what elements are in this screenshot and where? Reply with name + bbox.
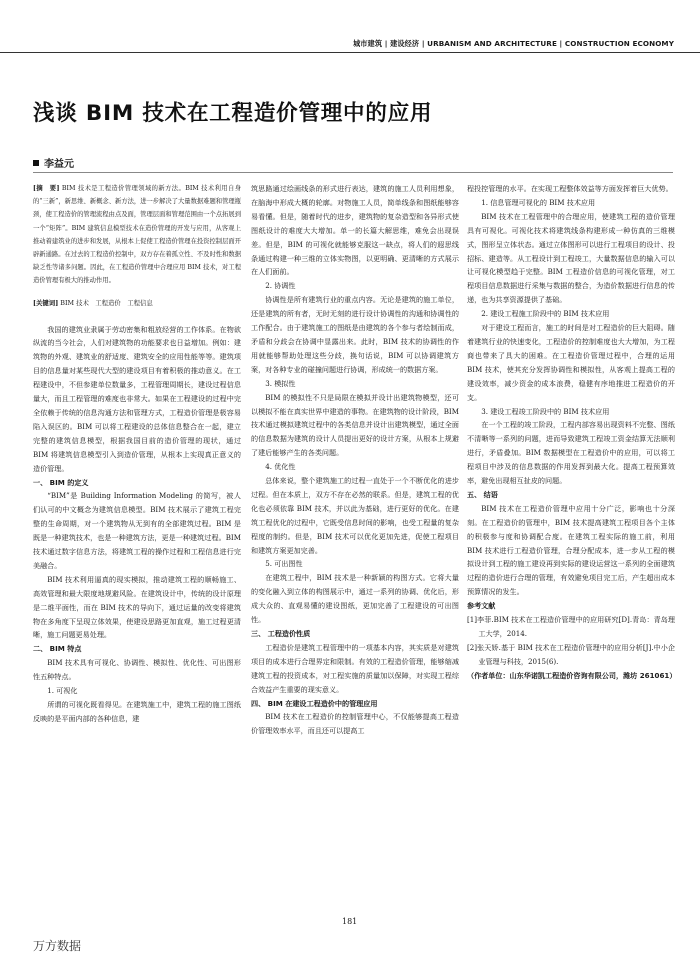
abstract — [33, 182, 241, 288]
subsection-heading: 3. 建设工程竣工阶段中的 BIM 技术应用 — [481, 406, 610, 416]
article-title: 浅谈 BIM 技术在工程造价管理中的应用 — [33, 101, 433, 126]
author-line — [33, 155, 74, 170]
column-2 — [251, 182, 459, 738]
subsection-heading: 5. 可出图性 — [265, 559, 303, 569]
reference-item: [2]张天娇.基于 BIM 技术在工程造价管理中的应用分析[J].中小企业管理与科技，2015(6). — [467, 642, 675, 666]
subsection-heading: 3. 模拟性 — [265, 378, 296, 388]
paragraph: 在一个工程的竣工阶段，工程内部容易出现资料不完整、图纸不清晰等一系列的问题，进而导致建筑工程竣工资金结算无法顺利进行，矛盾叠加。BIM 数据模型在工程造价中的应用，可以将工程项目中涉及的信息数据的作用发挥到最大化。提高工程预算效率，避免出现相互扯皮的问题。 — [467, 420, 675, 486]
paragraph: 程投控管理的水平。在实现工程整体效益等方面发挥着巨大优势。 — [467, 184, 673, 193]
page-number: 181 — [342, 917, 358, 926]
subsection-heading: 1. 信息管理可视化的 BIM 技术应用 — [481, 197, 596, 207]
references-heading: 参考文献 — [467, 601, 496, 611]
paragraph: 所谓的可视化既看得见。在建筑施工中，建筑工程的施工图纸反映的是平面内部的各种信息，建 — [33, 700, 241, 723]
subsection-heading: 2. 协调性 — [265, 281, 296, 291]
keywords — [33, 297, 241, 311]
author-affiliation: （作者单位：山东华诺凯工程造价咨询有限公司，潍坊 261061） — [467, 670, 677, 680]
paragraph: 工程造价是建筑工程管理中的一项基本内容，其实质是对建筑项目的成本进行合理界定和限制。有效的工程造价管理，能够缩减建筑工程的投资成本，对工程实施的质量加以保障，对实现工程综合效益产生重要的现实意义。 — [251, 642, 459, 694]
paragraph: 协调性是所有建筑行业的重点内容。无论是建筑的施工单位，还是建筑的所有者，无时无刻的进行设计协调性的沟通和协调性的工作配合。由于建筑施工的图纸是由建筑的各个参与者绘制而成，矛盾和分歧会在协调中显露出来。此时，BIM 技术的协调性的作用就能够帮助处理这些分歧，换句话说，BIM 可以协调建筑方案，对各种专业的碰撞问题进行协调，形成统一的数据方案。 — [251, 295, 459, 374]
subsection-heading: 2. 建设工程施工阶段中的 BIM 技术应用 — [481, 309, 610, 319]
abstract-text: BIM 技术是工程造价管理领域的新方法。BIM 技术利用自身的“三新”，新思维、新概念、新方法，进一步解决了大量数据难题和管理瓶颈，使工程造价的管理流程由点及面，管理层面和管理范围由一个点拓展到一个“矩阵”。BIM 建筑信息模型技术在造价管理的开发与应用，从客观上推动着建筑业的进步和发展，从根本上促使工程造价管理在投资控制层面开辟新通路。在过去的工程造价控制中，双方存在着孤立性、不及时性和数据缺乏性等诸多问题。因此，在工程造价管理中合理应用 BIM 技术，对工程造价管理有极大的推动作用。 — [33, 185, 241, 285]
section-heading: 四、 BIM 在建设工程造价中的管理应用 — [251, 698, 378, 708]
watermark: 万方数据 — [33, 939, 82, 953]
paragraph: 总体来说，整个建筑施工的过程一直处于一个不断优化的进步过程。但在本质上，双方不存在必然的联系。但是，建筑工程的优化也必须依靠 BIM 技术，并以此为基础，进行更好的优化。在建筑工程优化的过程中，它既受信息时间的影响，也受工程量的复杂程度的制约。但是，BIM 技术可以优化更加先进，促使工程项目和建筑方案更加完善。 — [251, 476, 459, 555]
author-divider — [33, 172, 673, 173]
abstract-label: [摘 要] — [33, 185, 60, 192]
running-header: 城市建筑 | 建设经济 | URBANISM AND ARCHITECTURE | CONSTRUCTION ECONOMY — [352, 39, 674, 48]
column-3 — [467, 182, 675, 683]
section-heading: 五、 结语 — [467, 489, 498, 499]
subsection-heading: 4. 优化性 — [265, 462, 296, 472]
header-divider — [0, 52, 700, 53]
paragraph: BIM 技术在工程造价管理中应用十分广泛，影响也十分深刻。在工程造价的管理中，BIM 技术提高建筑工程项目各个主体的积极参与度和协调配合度。在建筑工程实际的施工前，利用 BIM 技术进行工程造价管理，合理分配成本，进一步从工程的模拟设计到工程的施工建设再到实际的建设运营这一系列的全面建筑过程的造价进行合理的管理，有效避免项目完工后，产生超出成本预算情况的发生。 — [467, 503, 675, 597]
paragraph: “BIM”是 Building Information Modeling 的简写，被人们认可的中文概念为建筑信息模型。BIM 技术展示了建筑工程完整的生命周期，对一个建筑物从无到有的全部建筑过程。BIM 是既是一种建筑技术，也是一种建筑方法，更是一种建筑过程。BIM 技术通过数字信息方法，将建筑工程的操作过程和工程信息进行完美融合。 — [33, 491, 241, 570]
author-name: 李益元 — [44, 159, 74, 170]
paragraph: BIM 的模拟性不只是局限在模拟并设计出建筑物模型，还可以模拟不能在真实世界中建造的事物。在建筑物的设计阶段，BIM 技术通过模拟建筑过程中的各类信息并设计出建筑模型，通过全面的信息数据为建筑的设计人员提出更好的设计方案，从根本上规避了建后能够产生的各类问题。 — [251, 392, 459, 458]
square-bullet-icon — [33, 160, 39, 166]
paragraph: 在建筑工程中，BIM 技术是一种新颖的构图方式。它将大量的变化融入到立体的构图展示中，通过一系列的协调、优化后，形成大众的、直观易懂的建设图纸，更加完善了工程建设的可出图性。 — [251, 573, 459, 625]
section-heading: 三、 工程造价性质 — [251, 629, 311, 638]
paragraph: BIM 技术利用逼真的现实模拟，推动建筑工程的顺畅施工、高效管理和最大限度地规避风险。在建筑设计中，传统的设计原理是二维平面性，而在 BIM 技术的导向下，通过运量的改变将建筑物在多角度下呈现立体效果，使建设思路更加直观，施工过程更清晰，施工问题更易处理。 — [33, 574, 241, 640]
column-1 — [33, 182, 241, 726]
keywords-label: [关键词] — [33, 298, 59, 307]
keywords-text: BIM 技术 工程造价 工程信息 — [60, 298, 153, 307]
paragraph: 对于建设工程而言，施工的时间是对工程造价的巨大阻碍。随着建筑行业的快速变化，工程造价的控制难度也大大增加，为工程商也带来了具大的困难。在工程造价管理过程中，合理的运用 BIM 技术，使其充分发挥协调性和模拟性，从客观上提高工程的建设效率，减少资金的成本浪费，稳健有序地推进工程造价的开支。 — [467, 323, 675, 402]
section-heading: 二、 BIM 特点 — [33, 644, 82, 654]
paragraph: 筑思路通过绘画线条的形式进行表达，建筑的施工人员利用想象，在脑海中形成大概的轮廓。对物施工人员，简单线条和图纸能够容易看懂。但是，随着时代的进步，建筑物的复杂造型和各异形式使图纸设计的难度大大增加。单一的长篇大解思维，难免会出现误差。但是，BIM 的可视化就能够克服这一缺点，将人们的遐思线条通过构建一种三维的立体实物图，以更明确、更清晰的方式展示在人们面前。 — [251, 184, 459, 277]
paragraph: BIM 技术具有可视化、协调性、模拟性、优化性、可出图形性五种特点。 — [33, 658, 241, 682]
section-heading: 一、 BIM 的定义 — [33, 477, 89, 487]
paragraph: BIM 技术在工程管理中的合理应用，使建筑工程的造价管理具有可视化。可视化技术将建筑线条构建形成一种仿真的三维模式，图形呈立体状态。通过立体图形可以进行工程项目的设计、投招标、建造等。从工程设计到工程竣工，大量数据信息的输入可以让可视化模型趋于完整。BIM 工程造价信息的可视化管理，对工程项目信息数据进行采集与数据的整合，为造价数据进行信息的传递，也为共享资源提供了基础。 — [467, 211, 675, 305]
subsection-heading: 1. 可视化 — [47, 686, 78, 696]
intro-paragraph: 我国的建筑业隶属于劳动密集和粗放经营的工作体系。在物欲纵流的当今社会，人们对建筑物的功能要求也日益增加。例如：建筑物的外观、建筑业的舒适度、建筑安全的应用性能等等。建筑项目的信息量对某些现代大型的建设项目有着积极的推动意义。在工程建设中，不但参建单位数量多，工程管理周期长，建设过程信息量大，而且工程管理的难度也非常大。如果在工程建设的过程中完全依赖于传统的信息沟通方法和管理方式，工程造价管理是极容易陷入误区的。BIM 可以将工程建设的总体信息整合在一起，建立完整的建筑信息模型，根据我国目前的造价管理的现状，通过 BIM 将建筑信息模型引入到造价管理，从根本上实现真正意义的造价管理。 — [33, 324, 241, 473]
paragraph: BIM 技术在工程造价的控制管理中心，不仅能够提高工程造价管理效率水平，而且还可以提高工 — [251, 712, 459, 736]
reference-item: [1]李菲.BIM 技术在工程造价管理中的应用研究[D].青岛：青岛理工大学，2014. — [467, 615, 675, 638]
